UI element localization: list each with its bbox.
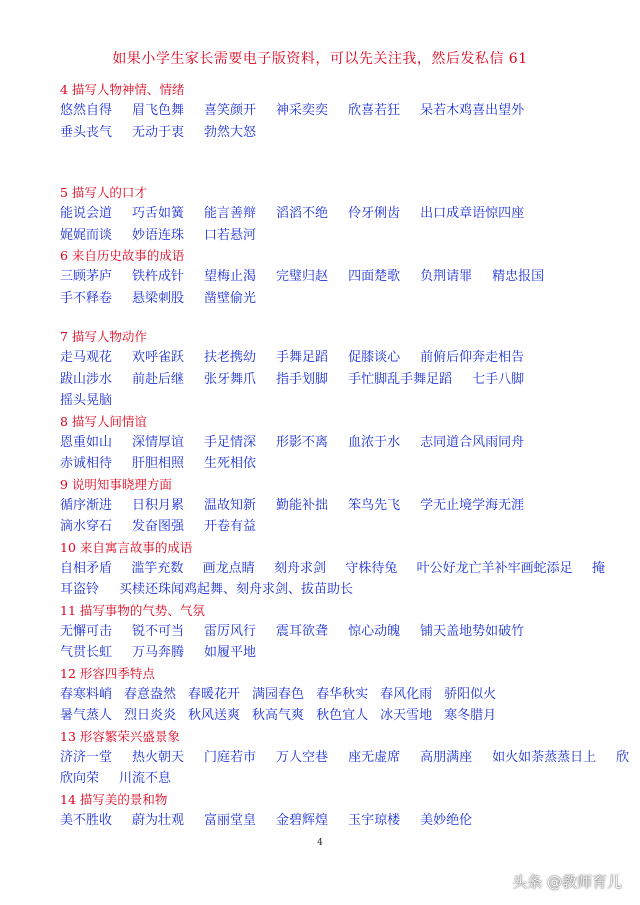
idiom-row	[60, 621, 605, 643]
idiom-section	[60, 183, 605, 246]
idiom: 发奋图强	[132, 519, 185, 534]
idiom: 指手划脚	[276, 371, 329, 387]
idiom: 春暖花开	[188, 686, 241, 702]
idiom: 寒冬腊月	[444, 708, 497, 723]
idiom: 口若悬河	[204, 227, 257, 243]
idiom-section	[60, 790, 605, 832]
idiom: 无动于衷	[132, 124, 185, 140]
idiom: 能言善辩	[204, 206, 257, 221]
section-heading: 14 描写美的景和物	[60, 791, 168, 807]
section-heading: 6 来自历史故事的成语	[60, 248, 185, 263]
idiom: 耳盗铃	[60, 582, 100, 597]
idiom: 巧舌如簧	[132, 206, 185, 221]
idiom: 烈日炎炎	[124, 708, 177, 723]
idiom: 能说会道	[60, 206, 113, 221]
idiom-row	[60, 810, 605, 832]
idiom: 张牙舞爪	[204, 371, 257, 387]
idiom: 守株待兔	[345, 560, 398, 576]
idiom-row	[60, 122, 605, 144]
idiom: 掩	[591, 560, 605, 576]
idiom: 前赴后继	[132, 371, 185, 387]
idiom: 座无虚席	[348, 749, 401, 765]
idiom: 春风化雨	[380, 686, 433, 702]
idiom: 扶老携幼	[204, 350, 257, 365]
idiom-section	[60, 727, 630, 790]
section-heading: 9 说明知事晓理方面	[60, 476, 172, 492]
idiom-section	[60, 664, 605, 727]
section-heading: 13 形容繁荣兴盛景象	[60, 728, 180, 744]
idiom: 开卷有益	[204, 519, 257, 534]
idiom: 出口成章语惊四座	[420, 206, 525, 221]
idiom: 富丽堂皇	[204, 812, 257, 828]
idiom: 勃然大怒	[204, 124, 257, 140]
section-heading: 12 形容四季特点	[60, 665, 155, 681]
idiom-section	[60, 475, 605, 538]
idiom: 四面楚歌	[348, 269, 401, 284]
idiom: 骄阳似火	[444, 686, 497, 702]
idiom: 手足情深	[204, 434, 257, 450]
idiom: 玉宇琼楼	[348, 812, 401, 828]
idiom: 循序渐进	[60, 497, 113, 513]
idiom-row	[60, 747, 630, 769]
idiom: 笨鸟先飞	[348, 497, 401, 513]
idiom-section	[60, 80, 605, 143]
idiom: 欣喜若狂	[348, 103, 401, 118]
idiom: 手舞足蹈	[276, 350, 329, 365]
watermark: 头条 @教师育儿	[512, 873, 622, 891]
idiom: 喜笑颜开	[204, 103, 257, 118]
idiom: 悠然自得	[60, 103, 113, 118]
idiom: 日积月累	[132, 497, 185, 513]
idiom: 万人空巷	[276, 749, 329, 765]
idiom-row	[60, 100, 605, 122]
section-heading: 4 描写人物神情、情绪	[60, 82, 185, 97]
idiom-row	[60, 225, 605, 247]
idiom-section	[60, 327, 605, 412]
idiom-row	[60, 390, 605, 412]
idiom: 眉飞色舞	[132, 103, 185, 118]
idiom: 惊心动魄	[348, 623, 401, 639]
idiom: 跋山涉水	[60, 371, 113, 387]
idiom: 完璧归赵	[276, 269, 329, 284]
idiom: 滔滔不绝	[276, 206, 329, 221]
idiom: 三顾茅庐	[60, 269, 113, 284]
idiom: 前俯后仰奔走相告	[420, 350, 525, 365]
idiom-row	[60, 266, 605, 288]
idiom: 滴水穿石	[60, 519, 113, 534]
idiom-row	[60, 288, 605, 310]
idiom: 美不胜收	[60, 812, 113, 828]
idiom: 促膝谈心	[348, 350, 401, 365]
idiom-section	[60, 412, 605, 475]
idiom: 凿壁偷光	[204, 290, 257, 306]
idiom: 高朋满座	[420, 749, 473, 765]
idiom: 欣向荣	[60, 771, 100, 786]
idiom-row	[60, 369, 605, 391]
idiom: 暑气蒸人	[60, 708, 113, 723]
idiom: 精忠报国	[492, 269, 545, 284]
idiom: 呆若木鸡喜出望外	[420, 103, 525, 118]
idiom: 济济一堂	[60, 749, 113, 765]
idiom: 伶牙俐齿	[348, 206, 401, 221]
idiom: 如火如荼蒸蒸日上	[492, 749, 597, 765]
idiom: 血浓于水	[348, 434, 401, 450]
idiom: 手忙脚乱手舞足蹈	[348, 371, 453, 387]
idiom: 悬梁刺股	[132, 290, 185, 306]
idiom: 门庭若市	[204, 749, 257, 765]
idiom: 万马奔腾	[132, 645, 185, 660]
idiom: 雷厉风行	[204, 623, 257, 639]
idiom: 蔚为壮观	[132, 812, 185, 828]
idiom: 秋高气爽	[252, 708, 305, 723]
section-heading: 10 来自寓言故事的成语	[60, 539, 193, 555]
idiom: 娓娓而谈	[60, 227, 113, 243]
page-number: 4	[317, 838, 323, 848]
idiom-row	[60, 203, 605, 225]
idiom: 赤诚相待	[60, 456, 113, 471]
idiom: 摇头晃脑	[60, 393, 113, 408]
idiom-row	[60, 432, 605, 454]
idiom-row	[60, 516, 605, 538]
idiom: 刻舟求剑	[273, 560, 326, 576]
idiom: 手不释卷	[60, 290, 113, 306]
idiom: 肝胆相照	[132, 456, 185, 471]
idiom: 温故知新	[204, 497, 257, 513]
idiom-row	[60, 453, 605, 475]
idiom-row	[60, 558, 605, 580]
idiom: 恩重如山	[60, 434, 113, 450]
idiom: 自相矛盾	[60, 560, 113, 576]
idiom: 七手八脚	[472, 371, 525, 387]
section-heading: 11 描写事物的气势、气氛	[60, 602, 205, 618]
idiom: 画龙点睛	[202, 560, 255, 576]
idiom-row	[60, 705, 605, 727]
idiom: 垂头丧气	[60, 124, 113, 140]
section-spacer	[60, 143, 605, 183]
idiom: 形影不离	[276, 434, 329, 450]
idiom: 叶公好龙亡羊补牢画蛇添足	[416, 560, 573, 576]
idiom: 学无止境学海无涯	[420, 497, 525, 513]
idiom: 如履平地	[204, 645, 257, 660]
idiom: 欢呼雀跃	[132, 350, 185, 365]
idiom-row	[60, 579, 605, 601]
section-spacer	[60, 309, 605, 327]
idiom-row	[60, 768, 605, 790]
idiom: 锐不可当	[132, 623, 185, 639]
idiom: 铺天盖地势如破竹	[420, 623, 525, 639]
idiom: 春华秋实	[316, 686, 369, 702]
idiom: 川流不息	[119, 771, 172, 786]
idiom: 无懈可击	[60, 623, 113, 639]
idiom-row	[60, 495, 605, 517]
idiom: 负荆请罪	[420, 269, 473, 284]
section-heading: 8 描写人间情谊	[60, 413, 147, 429]
idiom: 金碧辉煌	[276, 812, 329, 828]
page-title: 如果小学生家长需要电子版资料，可以先关注我，然后发私信 61	[112, 51, 528, 67]
section-heading: 5 描写人的口才	[60, 185, 147, 200]
idiom-section	[60, 601, 605, 664]
idiom: 秋色宜人	[316, 708, 369, 723]
idiom: 冰天雪地	[380, 708, 433, 723]
idiom-section	[60, 246, 605, 309]
idiom: 勤能补拙	[276, 497, 329, 513]
idiom: 满园春色	[252, 686, 305, 702]
idiom-row	[60, 347, 605, 369]
idiom-row	[60, 642, 605, 664]
idiom: 热火朝天	[132, 749, 185, 765]
idiom-list	[60, 80, 630, 831]
section-heading: 7 描写人物动作	[60, 329, 147, 344]
idiom: 走马观花	[60, 350, 113, 365]
idiom: 震耳欲聋	[276, 623, 329, 639]
idiom: 神采奕奕	[276, 103, 329, 118]
idiom-row	[60, 684, 605, 706]
idiom: 妙语连珠	[132, 227, 185, 243]
idiom: 铁杵成针	[132, 269, 185, 284]
idiom: 望梅止渴	[204, 269, 257, 284]
idiom: 春寒料峭	[60, 686, 113, 702]
idiom: 秋风送爽	[188, 708, 241, 723]
idiom: 欣	[616, 749, 630, 765]
idiom: 春意盎然	[124, 686, 177, 702]
idiom-section	[60, 538, 605, 601]
idiom: 滥竽充数	[131, 560, 184, 576]
idiom: 生死相依	[204, 456, 257, 471]
idiom: 气贯长虹	[60, 645, 113, 660]
idiom: 深情厚谊	[132, 434, 185, 450]
idiom: 买椟还珠闻鸡起舞、刻舟求剑、拔苗助长	[119, 582, 354, 597]
idiom: 美妙绝伦	[420, 812, 473, 828]
idiom: 志同道合风雨同舟	[420, 434, 525, 450]
